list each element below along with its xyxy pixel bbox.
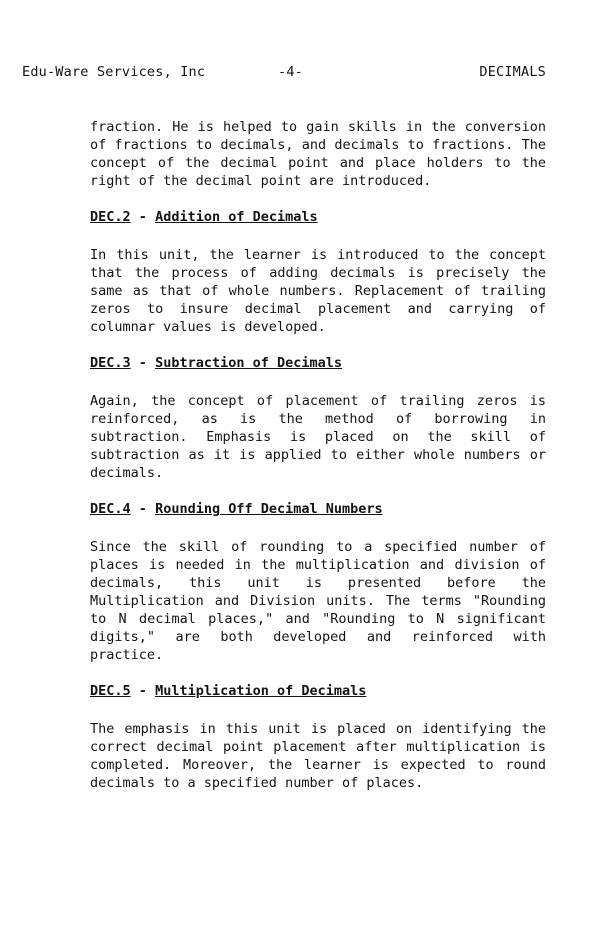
page-number: -4- [278,64,303,80]
section-code: DEC.2 [90,209,131,225]
section-body-dec5: The emphasis in this unit is placed on identifying the correct decimal point placement after multiplication is completed. Moreover, the learner is expected to round decimals to a specified number of places. [90,721,546,791]
page-header [22,64,546,84]
section-body-dec2: In this unit, the learner is introduced to the concept that the process of adding decimals is precisely the same as that of whole numbers. Replacement of trailing zeros to insure decimal placement and carrying of columnar values is developed. [90,247,546,335]
section-heading-dec2 [90,208,546,226]
section-body-dec4: Since the skill of rounding to a specified number of places is needed in the multiplication and division of decimals, this unit is presented before the Multiplication and Division units. The terms "Rounding to N decimal places," and "Rounding to N significant digits," are both developed and reinforced with practice. [90,539,546,663]
heading-separator: - [138,501,147,517]
section-title: DECIMALS [479,64,546,80]
company-name: Edu-Ware Services, Inc [22,64,206,80]
heading-separator: - [138,683,147,699]
section-heading-title: Subtraction of Decimals [155,355,342,371]
section-code: DEC.5 [90,683,131,699]
section-code: DEC.4 [90,501,131,517]
section-code: DEC.3 [90,355,131,371]
section-heading-dec3 [90,354,546,372]
document-body [90,118,546,792]
section-heading-title: Addition of Decimals [155,209,318,225]
section-heading-dec5 [90,682,546,700]
section-heading-title: Rounding Off Decimal Numbers [155,501,383,517]
heading-separator: - [138,209,147,225]
intro-paragraph: fraction. He is helped to gain skills in the conversion of fractions to decimals, and decimals to fractions. The concept of the decimal point and place holders to the right of the decimal point are introduced. [90,119,546,189]
section-heading-dec4 [90,500,546,518]
heading-separator: - [138,355,147,371]
section-body-dec3: Again, the concept of placement of trailing zeros is reinforced, as is the method of borrowing in subtraction. Emphasis is placed on the skill of subtraction as it is applied to either whole numbers or decimals. [90,393,546,481]
section-heading-title: Multiplication of Decimals [155,683,367,699]
